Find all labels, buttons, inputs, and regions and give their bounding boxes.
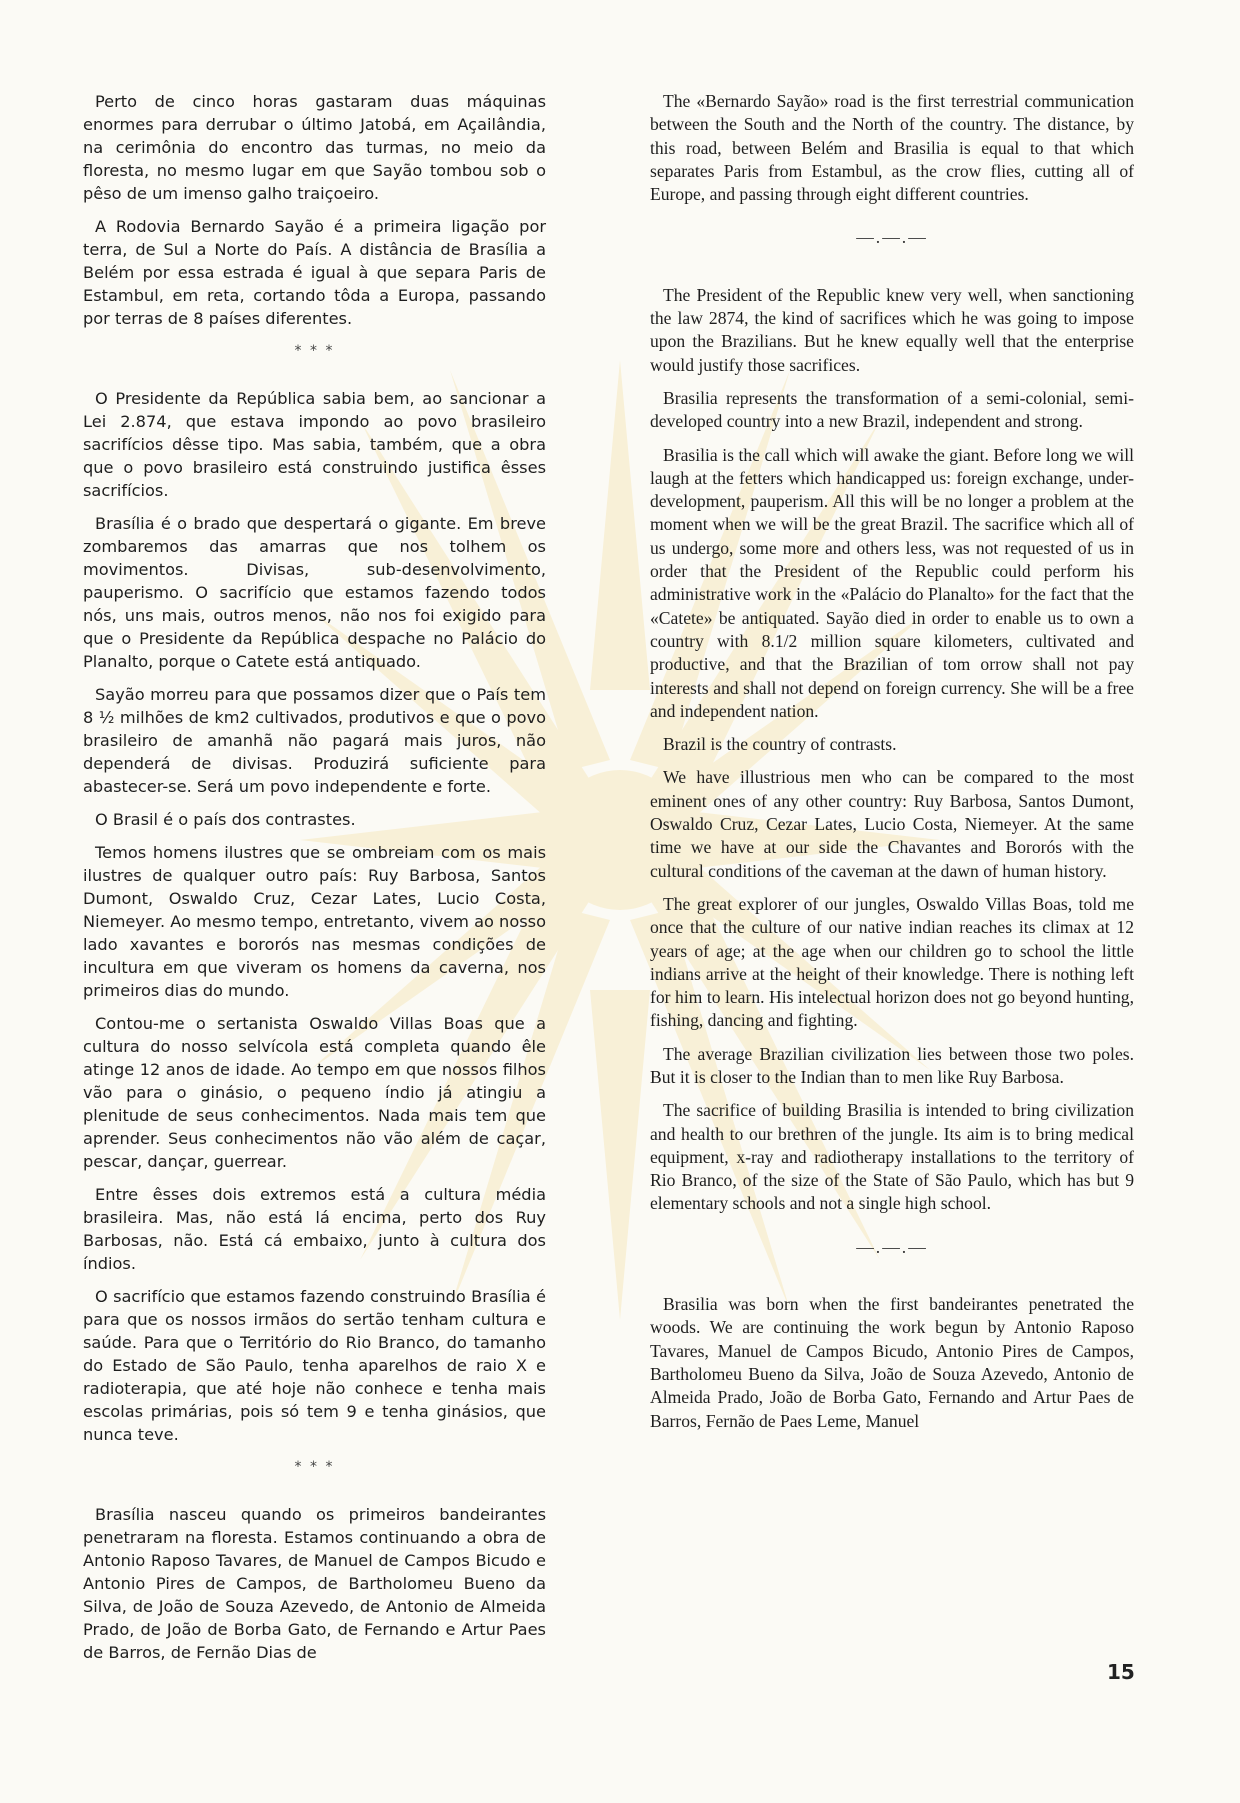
- portuguese-text-column: [83, 90, 546, 1674]
- english-text-column: [650, 90, 1134, 1443]
- page-number: 15: [1107, 1660, 1135, 1684]
- pt-paragraph: Sayão morreu para que possamos dizer que o País tem 8 ½ milhões de km2 cultivados, produtivos e que o povo brasileiro de amanhã não pagará mais juros, não dependerá de divisas. Produzirá suficiente para abastecer-se. Será um povo independente e forte.: [83, 685, 546, 796]
- en-paragraph: Brasilia represents the transformation of a semi-colonial, semi-developed country into a new Brazil, independent and strong.: [650, 387, 1134, 432]
- en-paragraph: Brasilia is the call which will awake the giant. Before long we will laugh at the fetters which handicapped us: foreign exchange, under-development, pauperism. All this will be no longer a problem at the moment when we will be the great Brazil. The sacrifice which all of us undergo, some more and others less, was not requested of us in order that the President of the Republic could perform his administrative work in the «Palácio do Planalto» for the fact that the «Catete» be antiquated. Sayão died in order to enable us to own a country with 8.1/2 million square kilometers, cultivated and productive, and that the Brazilian of tom orrow shall not pay interests and shall not depend on foreign currency. She will be a free and independent nation.: [650, 444, 1134, 721]
- pt-paragraph: Contou-me o sertanista Oswaldo Villas Boas que a cultura do nosso selvícola está completa quando êle atinge 12 anos de idade. Ao tempo em que nossos filhos vão para o ginásio, o pequeno índio já atingiu a plenitude de seus conhecimentos. Nada mais tem que aprender. Seus conhecimentos não vão além de caçar, pescar, dançar, guerrear.: [83, 1014, 546, 1171]
- en-paragraph: The «Bernardo Sayão» road is the first terrestrial communication between the South and the North of the country. The distance, by this road, between Belém and Brasilia is equal to that which separates Paris from Estambul, as the crow flies, cutting all of Europe, and passing through eight different countries.: [650, 91, 1134, 205]
- section-separator: —.—.—: [856, 1236, 928, 1257]
- en-paragraph: The President of the Republic knew very well, when sanctioning the law 2874, the kind of sacrifices which he was going to impose upon the Brazilians. But he knew equally well that the enterprise would justify those sacrifices.: [650, 284, 1134, 375]
- pt-paragraph: O sacrifício que estamos fazendo construindo Brasília é para que os nossos irmãos do sertão tenham cultura e saúde. Para que o Território do Rio Branco, do tamanho do Estado de São Paulo, tenha aparelhos de raio X e radioterapia, que até hoje não conhece e tenha mais escolas primárias, pois só tem 9 e tenha ginásios, que nunca teve.: [83, 1287, 546, 1444]
- pt-paragraph: Entre êsses dois extremos está a cultura média brasileira. Mas, não está lá encima, perto dos Ruy Barbosas, não. Está cá embaixo, junto à cultura dos índios.: [83, 1185, 546, 1273]
- pt-paragraph: O Brasil é o país dos contrastes.: [95, 810, 356, 829]
- en-paragraph: We have illustrious men who can be compared to the most eminent ones of any other country: Ruy Barbosa, Santos Dumont, Oswaldo Cruz, Cezar Lates, Lucio Costa, Niemeyer. At the same time we have at our side the Chavantes and Bororós with the cultural conditions of the caveman at the dawn of human history.: [650, 767, 1134, 881]
- en-paragraph: Brazil is the country of contrasts.: [663, 734, 897, 755]
- pt-paragraph: Perto de cinco horas gastaram duas máquinas enormes para derrubar o último Jatobá, em Açailândia, na cerimônia do encontro das turmas, no meio da floresta, no mesmo lugar em que Sayão tombou sob o pêso de um imenso galho traiçoeiro.: [83, 92, 546, 203]
- pt-paragraph: Temos homens ilustres que se ombreiam com os mais ilustres de qualquer outro país: Ruy Barbosa, Santos Dumont, Oswaldo Cruz, Cezar Lates, Lucio Costa, Niemeyer. Ao mesmo tempo, entretanto, vivem ao nosso lado xavantes e bororós nas mesmas condições de incultura em que viveram os homens da caverna, nos primeiros dias do mundo.: [83, 843, 546, 1000]
- pt-paragraph: Brasília é o brado que despertará o gigante. Em breve zombaremos das amarras que nos tolhem os movimentos. Divisas, sub-desenvolvimento, pauperismo. O sacrifício que estamos fazendo todos nós, uns mais, outros menos, não nos foi exigido para que o Presidente da República despache no Palácio do Planalto, porque o Catete está antiquado.: [83, 514, 546, 671]
- section-separator: * * *: [294, 343, 335, 359]
- pt-paragraph: A Rodovia Bernardo Sayão é a primeira ligação por terra, de Sul a Norte do País. A distância de Brasília a Belém por essa estrada é igual à que separa Paris de Estambul, em reta, cortando tôda a Europa, passando por terras de 8 países diferentes.: [83, 217, 546, 328]
- pt-paragraph: O Presidente da República sabia bem, ao sancionar a Lei 2.874, que estava impondo ao povo brasileiro sacrifícios dêsse tipo. Mas sabia, também, que a obra que o povo brasileiro está construindo justifica êsses sacrifícios.: [83, 389, 546, 500]
- section-separator: * * *: [294, 1459, 335, 1475]
- section-separator: —.—.—: [856, 227, 928, 248]
- en-paragraph: The great explorer of our jungles, Oswaldo Villas Boas, told me once that the culture of our native indian reaches its climax at 12 years of age; at the age when our children go to school the little indians arrive at the height of their knowledge. There is nothing left for him to learn. His intelectual horizon does not go beyond hunting, fishing, dancing and fighting.: [650, 893, 1134, 1031]
- en-paragraph: The average Brazilian civilization lies between those two poles. But it is closer to the Indian than to men like Ruy Barbosa.: [650, 1043, 1134, 1087]
- pt-paragraph: Brasília nasceu quando os primeiros bandeirantes penetraram na floresta. Estamos continuando a obra de Antonio Raposo Tavares, de Manuel de Campos Bicudo e Antonio Pires de Campos, de Bartholomeu Bueno da Silva, de João de Souza Azevedo, de Antonio de Almeida Prado, de João de Borba Gato, de Fernando e Artur Paes de Barros, de Fernão Dias de: [83, 1505, 546, 1662]
- en-paragraph: The sacrifice of building Brasilia is intended to bring civilization and health to our brethren of the jungle. Its aim is to bring medical equipment, x-ray and radiotherapy installations to the territory of Rio Branco, of the size of the State of São Paulo, which has but 9 elementary schools and not a single high school.: [650, 1100, 1134, 1214]
- en-paragraph: Brasilia was born when the first bandeirantes penetrated the woods. We are continuing the work begun by Antonio Raposo Tavares, Manuel de Campos Bicudo, Antonio Pires de Campos, Bartholomeu Bueno da Silva, João de Souza Azevedo, Antonio de Almeida Prado, João de Borba Gato, Fernando and Artur Paes de Barros, Fernão de Paes Leme, Manuel: [650, 1294, 1134, 1431]
